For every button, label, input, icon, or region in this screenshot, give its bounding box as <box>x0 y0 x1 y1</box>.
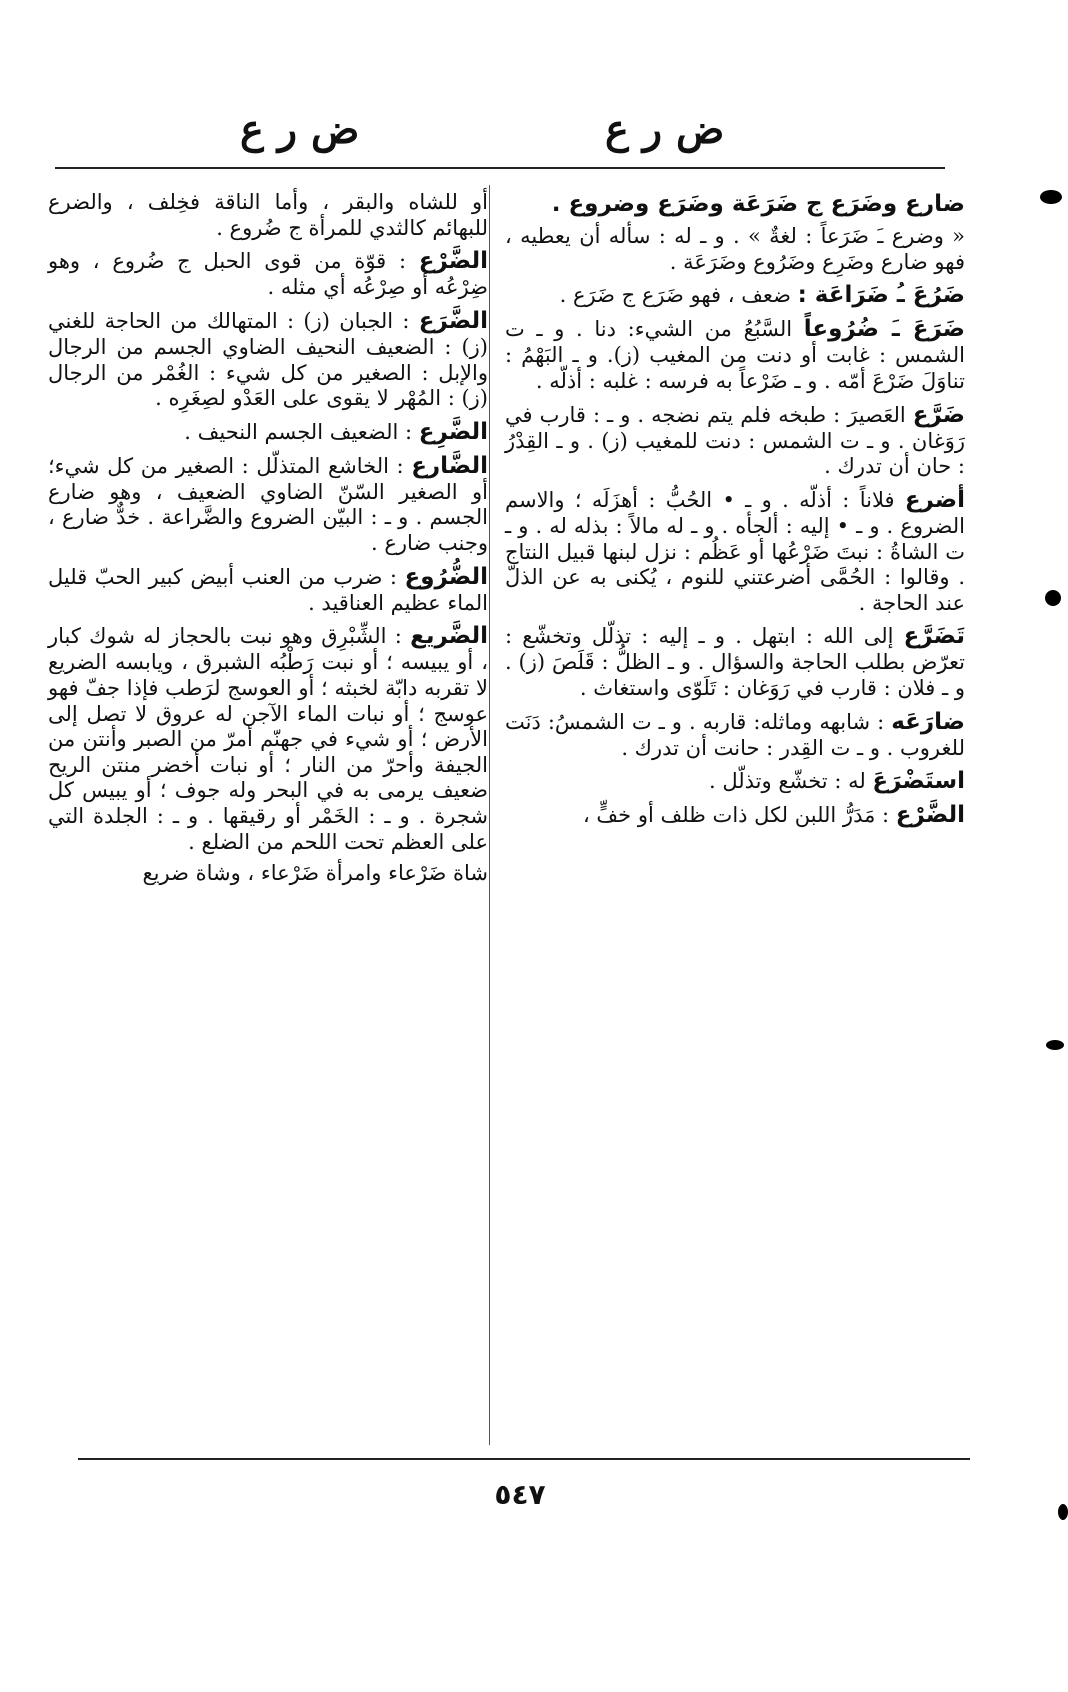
entry-headword: الضُّرُوع <box>404 563 488 590</box>
dictionary-entry <box>505 224 965 275</box>
entry-headword: الضَّريع <box>410 623 488 650</box>
entry-definition: شاة ضَرْعاء وامرأة ضَرْعاء ، وشاة ضريع <box>142 861 488 886</box>
right-column <box>505 190 965 835</box>
entry-headword: الضَّرْع <box>895 802 965 829</box>
entry-headword: الضَّرِع <box>418 418 488 445</box>
entry-definition: السَّبُعُ من الشيء: دنا . و ـ ت الشمس : غابت أو دنت من المغيب (ز). و ـ البَهْمُ : تناوَلَ ضَرْعَ أمّه . و ـ ضَرْعاً به فرسه : غلبه : أذلّه . <box>505 317 965 393</box>
dictionary-entry <box>505 708 965 762</box>
dictionary-entry <box>48 418 488 446</box>
dictionary-entry <box>48 247 488 301</box>
entry-definition: إلى الله : ابتهل . و ـ إليه : تذلّل وتخشّع : تعرّض بطلب الحاجة والسؤال . و ـ الظلُّ : قَلَصَ (ز) . و ـ فلان : قارب في رَوَغان : تَلَوّى واستغاث . <box>505 624 965 700</box>
entry-headword: الضَّرْع <box>418 248 488 275</box>
entry-headword: استَضْرَعَ <box>872 768 965 795</box>
entry-definition: فلاناً : أذلّه . و ـ • الحُبُّ : أهزَلَه ؛ والاسم الضروع . و ـ • إليه : ألجأه . و ـ له مالاً : بذله له . و ـ ت الشاةُ : نبتَ ضَرْعُها أو عَظُم : نزل لبنها قبيل النتاج . وقالوا : الحُمَّى أضرعتني للنوم ، يُكنى به عن الذلّ عند الحاجة . <box>505 487 965 615</box>
entry-definition: العَصيرَ : طبخه فلم يتم نضجه . و ـ : قارب في رَوَغان . و ـ ت الشمس : دنت للمغيب (ز) . و ـ القِدْرُ : حان أن تدرك . <box>505 402 965 479</box>
dictionary-entry <box>505 281 965 309</box>
entry-definition: : الشِّبْرِق وهو نبت بالحجاز له شوك كبار ، أو يبيسه ؛ أو نبت رَطْبُه الشبرق ، ويابسه الضريع لا تقربه دابّة لخبثه ؛ أو العوسج لرَطب فإذا جفّ فهو عوسج ؛ أو نبات الماء الآجن له عروق لا تصل إلى الأرض ؛ أو شيء في جهنّم أمرّ من الصبر وأنتن من الجيفة وأحرّ من النار ؛ أو نبات أخضر منتن الريح ضعيف يرمى به في البحر وله جوف ؛ أو يبيس كل شجرة . و ـ : الخَمْر أو رقيقها . و ـ : الجلدة التي على العظم تحت اللحم من الضلع . <box>48 624 488 854</box>
entry-headword: الضَّرَع <box>418 307 488 334</box>
entry-definition: : شابهه وماثله: قاربه . و ـ ت الشمسُ: دَنَت للغروب . و ـ ت القِدر : حانت أن تدرك . <box>505 709 965 760</box>
dictionary-entry <box>505 767 965 795</box>
entry-definition: : قوّة من قوى الحبل ج ضُروع ، وهو ضِرْعُه أو صِرْعُه أي مثله . <box>48 249 488 300</box>
entry-headword: ضَرُعَ ـُ ضَرَاعَة : <box>797 282 965 309</box>
dictionary-entry <box>48 861 488 887</box>
entry-definition: ضعف ، فهو ضَرَع ج ضَرَع . <box>559 283 791 308</box>
scan-mark <box>1058 1504 1068 1520</box>
entry-definition: : الخاشع المتذلّل : الصغير من كل شيء؛ أو الصغير السّنّ الضاوي الضعيف ، وهو ضارع الجسم . و ـ : البيّن الضروع والضَّراعة . خدٌّ ضارع ، وجنب ضارع . <box>48 453 488 556</box>
page-number: ٥٤٧ <box>494 1478 546 1511</box>
entry-definition: : مَدَرُّ اللبن لكل ذات ظلف أو خفٍّ ، <box>582 803 890 828</box>
entry-headword: ضارَعَه <box>891 708 965 735</box>
scan-mark <box>1046 1040 1064 1050</box>
entry-definition: : الجبان (ز) : المتهالك من الحاجة للغني (ز) : الضعيف النحيف الضاوي الجسم من الرجال والإبل : الصغير من كل شيء : الغُمْر من الرجال (ز) : المُهْر لا يقوى على العَدْو لصِغَرِه . <box>48 308 488 411</box>
dictionary-entry <box>505 622 965 701</box>
top-rule <box>55 167 945 169</box>
entry-definition: : ضرب من العنب أبيض كبير الحبّ قليل الماء عظيم العناقيد . <box>48 564 488 615</box>
column-divider <box>489 185 490 1445</box>
entry-definition: : الضعيف الجسم النحيف . <box>184 419 413 444</box>
bottom-rule <box>78 1458 970 1460</box>
entry-headword: ضَرَّع <box>912 401 965 428</box>
dictionary-entry <box>48 622 488 855</box>
dictionary-entry <box>505 401 965 480</box>
scan-mark <box>1040 190 1062 204</box>
entry-headword: الضَّارع <box>411 452 488 479</box>
left-column <box>48 190 488 893</box>
dictionary-entry <box>48 190 488 241</box>
scan-mark <box>1045 590 1061 606</box>
dictionary-entry <box>48 307 488 412</box>
entry-headword: ضَرَعَ ـَ ضُرُوعاً <box>803 316 966 343</box>
entry-headword: تَضَرَّع <box>903 623 965 650</box>
entry-headword: ضارع وضَرَع ج ضَرَعَة وضَرَع وضروع . <box>551 191 965 217</box>
dictionary-entry <box>505 315 965 394</box>
header-right: ض ر ع <box>605 106 725 153</box>
entry-definition: « وضرع ـَ ضَرَعاً : لغةٌ » . و ـ له : سأله أن يعطيه ، فهو ضارع وضَرِع وضَرُوع وضَرَعَة . <box>505 224 965 274</box>
entry-definition: أو للشاه والبقر ، وأما الناقة فخِلف ، والضرع للبهائم كالثدي للمرأة ج ضُروع . <box>48 190 488 240</box>
dictionary-entry <box>48 452 488 557</box>
entry-definition: له : تخشّع وتذلّل . <box>709 769 866 794</box>
dictionary-entry <box>48 563 488 617</box>
dictionary-entry <box>505 801 965 829</box>
entry-headword: أضرع <box>904 486 965 513</box>
header-left: ض ر ع <box>240 106 360 153</box>
dictionary-entry <box>505 190 965 218</box>
dictionary-entry <box>505 486 965 616</box>
